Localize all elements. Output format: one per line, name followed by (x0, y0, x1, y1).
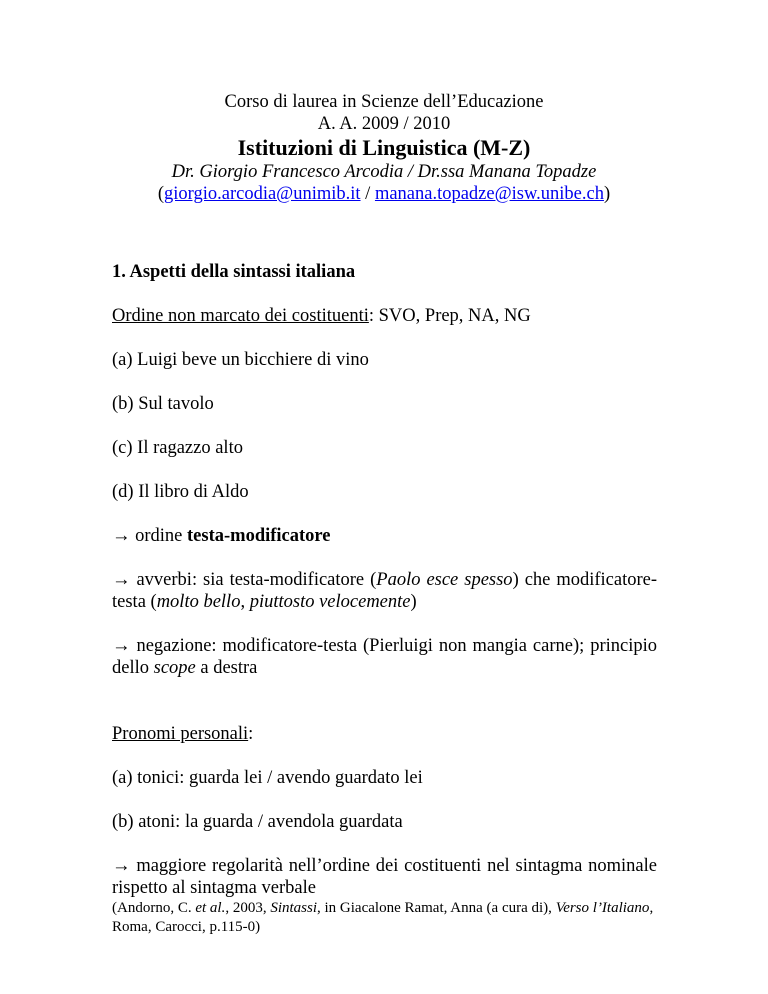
bibliographic-reference: (Andorno, C. et al., 2003, Sintassi, in Giacalone Ramat, Anna (a cura di), Verso l’Italiano, Roma, Carocci, p.115-0) (112, 900, 654, 935)
order-label: Ordine non marcato dei costituenti (112, 306, 369, 326)
pronouns-heading: Pronomi personali: (112, 724, 254, 744)
email-link-arcodia[interactable]: giorgio.arcodia@unimib.it (164, 184, 361, 204)
example-c: (c) Il ragazzo alto (112, 438, 243, 458)
head-modifier-note: → ordine testa-modificatore (112, 526, 331, 546)
contact-emails: (giorgio.arcodia@unimib.it / manana.topadze@isw.unibe.ch) (157, 184, 611, 204)
email-link-topadze[interactable]: manana.topadze@isw.unibe.ch (374, 184, 604, 204)
academic-year: A. A. 2009 / 2010 (317, 114, 451, 134)
regularity-note: → maggiore regolarità nell’ordine dei costituenti nel sintagma nominale rispetto al sintagma verbale (112, 856, 657, 898)
adverbs-note: → avverbi: sia testa-modificatore (Paolo esce spesso) che modificatore-testa (molto bello, piuttosto velocemente) (112, 570, 658, 612)
example-d: (d) Il libro di Aldo (112, 482, 249, 502)
document-header (0, 91, 768, 205)
document-title: Istituzioni di Linguistica (M-Z) (237, 135, 531, 160)
course-name: Corso di laurea in Scienze dell’Educazione (224, 92, 544, 112)
authors: Dr. Giorgio Francesco Arcodia / Dr.ssa Manana Topadze (171, 162, 597, 182)
order-paragraph: Ordine non marcato dei costituenti: SVO, Prep, NA, NG (112, 306, 531, 326)
negation-note: → negazione: modificatore-testa (Pierluigi non mangia carne); principio dello scope a destra (112, 636, 657, 678)
example-b: (b) Sul tavolo (112, 394, 214, 414)
arrow-icon: → (112, 526, 131, 546)
pronoun-tonic: (a) tonici: guarda lei / avendo guardato lei (112, 768, 423, 788)
example-a: (a) Luigi beve un bicchiere di vino (112, 350, 369, 370)
pronoun-atonic: (b) atoni: la guarda / avendola guardata (112, 812, 403, 832)
section-heading: 1. Aspetti della sintassi italiana (112, 262, 356, 282)
